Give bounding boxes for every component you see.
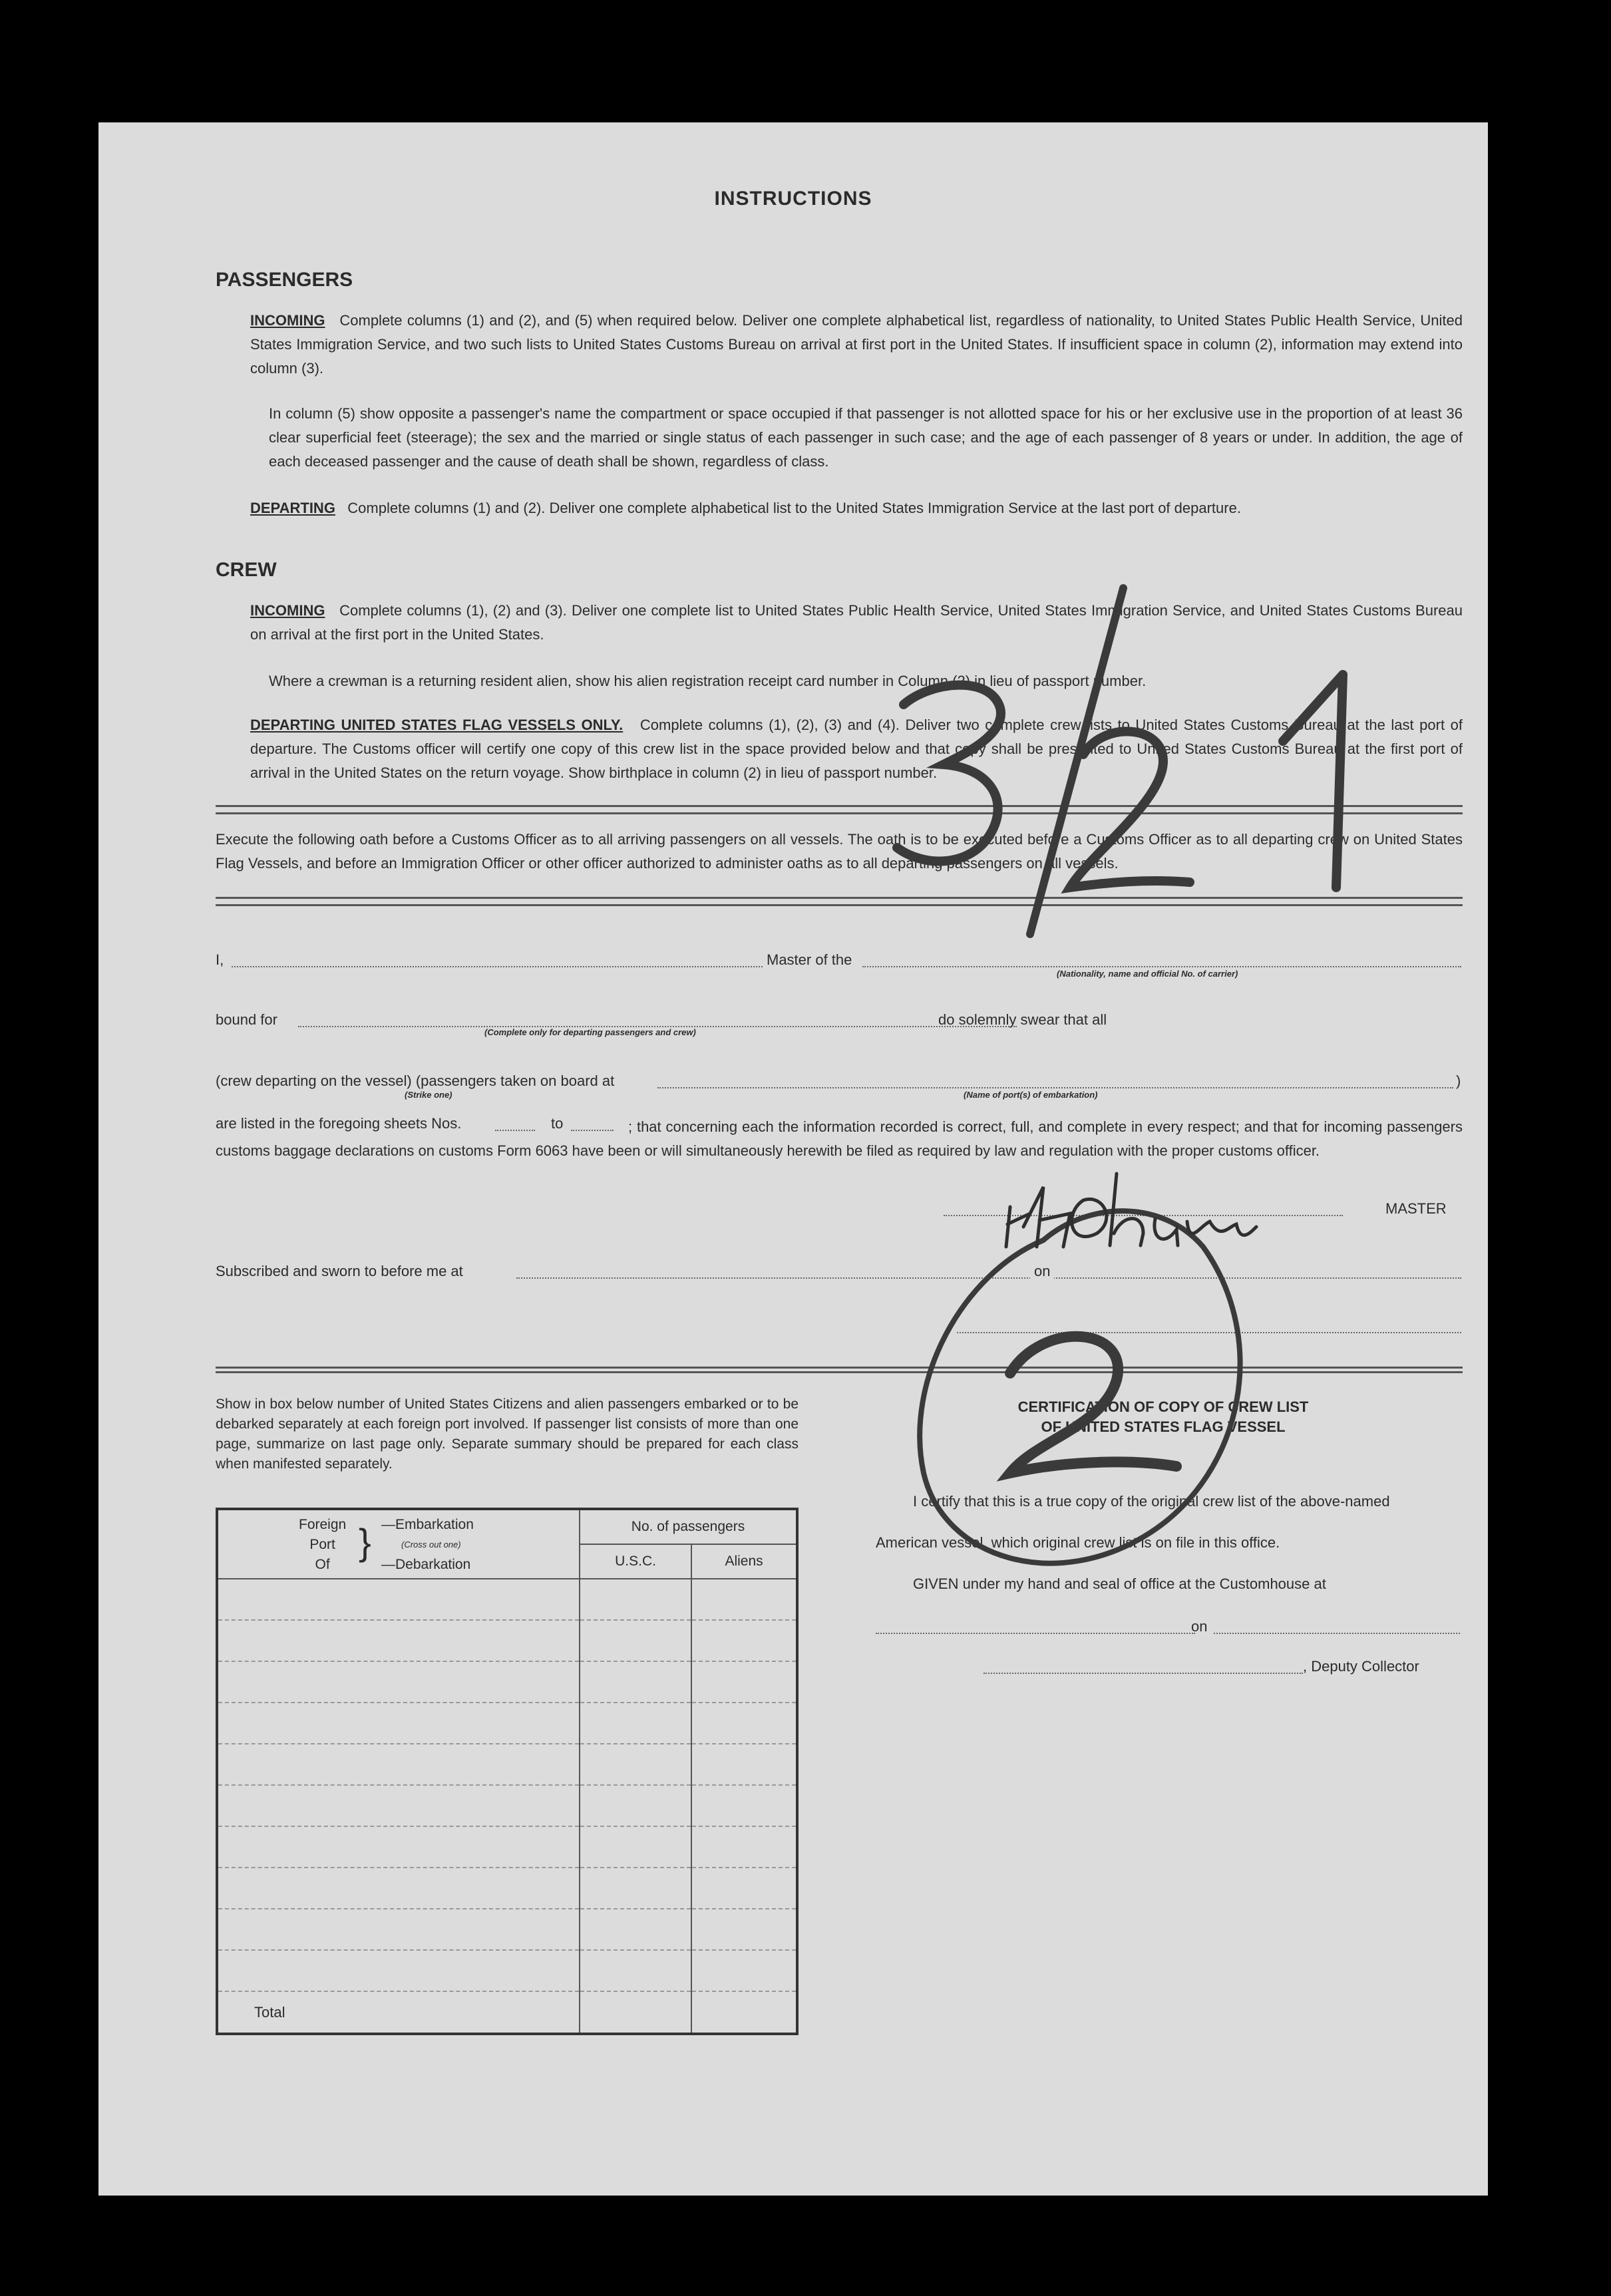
passengers-departing-label: DEPARTING (250, 500, 335, 516)
master-signature (984, 1160, 1343, 1253)
aliens-cell[interactable] (691, 1785, 797, 1826)
port-cell[interactable] (217, 1744, 580, 1785)
usc-cell[interactable] (580, 1661, 691, 1703)
port-cell[interactable] (217, 1620, 580, 1661)
no-of-passengers-header: No. of passengers (580, 1509, 797, 1544)
handwritten-date-mark (791, 575, 1509, 947)
port-header: Foreign Port Of } —Embarkation (Cross out one) —Debarkation (217, 1509, 580, 1579)
port-cell[interactable] (217, 1579, 580, 1620)
passengers-column5-text: In column (5) show opposite a passenger's name the compartment or space occupied if that passenger is not allotted space for his or her exclusive use in the proportion of at least 36 clear superficial feet (steerage); the sex and the married or single status of each passenger in such case; and the age of each passenger of 8 years or under. In addition, the age of each deceased passenger and the cause of death shall be shown, regardless of class. (269, 405, 1463, 470)
subscribed-label: Subscribed and sworn to before me at (216, 1263, 463, 1279)
crew-departing-text: Complete columns (1), (2), (3) and (4). Deliver two complete crew lists to United States Customs Bureau at the last port of departure. The Customs officer will certify one copy of this crew list in the space provided below and that copy shall be presented to United States Customs Bureau at the first port of arrival in the United States on the return voyage. Show birthplace in column (2) in lieu of passport number. (250, 717, 1463, 781)
usc-cell[interactable] (580, 1579, 691, 1620)
foreign-label: Foreign (299, 1517, 347, 1532)
certification-heading-1: CERTIFICATION OF COPY OF CREW LIST (1017, 1398, 1309, 1415)
port-cell[interactable] (217, 1703, 580, 1744)
aliens-cell[interactable] (691, 1744, 797, 1785)
port-label: Port (309, 1537, 335, 1552)
aliens-cell[interactable] (691, 1579, 797, 1620)
swear-label: do solemnly swear that all (938, 1011, 1107, 1028)
usc-cell[interactable] (580, 1950, 691, 1991)
aliens-cell[interactable] (691, 1661, 797, 1703)
cert-on-label: on (1191, 1618, 1208, 1635)
crew-heading: CREW (216, 559, 277, 581)
bound-for-label: bound for (216, 1011, 277, 1028)
usc-cell[interactable] (580, 1868, 691, 1909)
cert-date-field[interactable] (1214, 1633, 1460, 1634)
port-cell[interactable] (217, 1785, 580, 1826)
passenger-summary-table (216, 1508, 799, 2035)
usc-cell[interactable] (580, 1909, 691, 1950)
usc-cell[interactable] (580, 1744, 691, 1785)
usc-header: U.S.C. (580, 1544, 691, 1579)
ports-note: (Name of port(s) of embarkation) (964, 1090, 1098, 1100)
passengers-incoming-text: Complete columns (1) and (2), and (5) when required below. Deliver one complete alphabetical list, regardless of nationality, to United States Public Health Service, United States Immigration Service, and two such lists to United States Customs Bureau on arrival at first port in the United States. If insufficient space in column (2), information may extend into column (3). (250, 312, 1463, 377)
passengers-incoming-block (250, 309, 1463, 381)
certification-heading-2: OF UNITED STATES FLAG VESSEL (1041, 1418, 1286, 1435)
nationality-note: (Nationality, name and official No. of carrier) (1057, 969, 1238, 979)
complete-only-note: (Complete only for departing passengers and crew) (484, 1027, 696, 1037)
master-name-field[interactable] (232, 966, 850, 967)
passengers-heading: PASSENGERS (216, 269, 353, 291)
port-cell[interactable] (217, 1868, 580, 1909)
aliens-cell[interactable] (691, 1868, 797, 1909)
crew-incoming-text: Complete columns (1), (2) and (3). Deliver one complete list to United States Public Health Service, United States Immigration Service, and United States Customs Bureau on arrival at the first port in the United States. (250, 602, 1463, 643)
usc-cell[interactable] (580, 1785, 691, 1826)
strike-one-note: (Strike one) (405, 1090, 452, 1100)
port-cell[interactable] (217, 1661, 580, 1703)
usc-cell[interactable] (580, 1703, 691, 1744)
usc-cell[interactable] (580, 1620, 691, 1661)
aliens-header: Aliens (691, 1544, 797, 1579)
aliens-cell[interactable] (691, 1826, 797, 1868)
listed-label: are listed in the foregoing sheets Nos. (216, 1115, 462, 1132)
usc-total-cell[interactable] (580, 1991, 691, 2034)
deputy-collector-label: , Deputy Collector (1303, 1658, 1419, 1675)
aliens-cell[interactable] (691, 1950, 797, 1991)
certify-text-2: American vessel, which original crew list is on file in this office. (876, 1534, 1280, 1551)
crew-resident-text: Where a crewman is a returning resident alien, show his alien registration receipt card number in Column (2) in lieu of passport number. (269, 673, 1147, 689)
aliens-total-cell[interactable] (691, 1991, 797, 2034)
deputy-signature-field[interactable] (984, 1673, 1303, 1674)
passengers-departing-block (250, 496, 1463, 520)
master-label: MASTER (1385, 1200, 1447, 1217)
port-field[interactable] (657, 1087, 1453, 1088)
of-label: Of (315, 1557, 330, 1572)
to-label: to (551, 1115, 564, 1132)
usc-cell[interactable] (580, 1826, 691, 1868)
given-text: GIVEN under my hand and seal of office at the Customhouse at (913, 1575, 1326, 1592)
aliens-cell[interactable] (691, 1620, 797, 1661)
master-of-label: Master of the (764, 951, 854, 969)
form-page (98, 122, 1488, 2196)
aliens-cell[interactable] (691, 1703, 797, 1744)
vessel-field[interactable] (862, 966, 1461, 967)
crew-departing-label: DEPARTING UNITED STATES FLAG VESSELS ONLY. (250, 717, 624, 733)
customhouse-field[interactable] (876, 1633, 1195, 1634)
cross-out-note: (Cross out one) (401, 1540, 461, 1550)
oath-instruction: Execute the following oath before a Customs Officer as to all arriving passengers on all vessels. The oath is to be executed before a Customs Officer as to all departing crew on United States Flag Vessels, and before an Immigration Officer or other officer authorized to administer oaths as to all departing passengers on all vessels. (216, 831, 1463, 872)
passengers-incoming-label: INCOMING (250, 312, 325, 329)
total-label: Total (217, 1991, 580, 2034)
oath-i-label: I, (216, 951, 224, 968)
on-label: on (1030, 1263, 1054, 1280)
debarkation-label: —Debarkation (381, 1557, 471, 1572)
crew-departing-label: (crew departing on the vessel) (passengers taken on board at (216, 1072, 615, 1089)
aliens-cell[interactable] (691, 1909, 797, 1950)
embarkation-label: —Embarkation (381, 1517, 474, 1532)
close-paren: ) (1456, 1072, 1461, 1089)
page-title: INSTRUCTIONS (714, 188, 872, 210)
passengers-departing-text: Complete columns (1) and (2). Deliver one complete alphabetical list to the United States Immigration Service at the last port of departure. (347, 500, 1241, 516)
listed-text: ; that concerning each the information recorded is correct, full, and complete in every respect; and that for incoming passengers customs baggage declarations on customs Form 6063 have been or will simultaneously herewith be filed as required by law and regulation with the proper customs officer. (216, 1118, 1463, 1159)
port-cell[interactable] (217, 1826, 580, 1868)
summary-instruction: Show in box below number of United States Citizens and alien passengers embarked or to be debarked separately at each foreign port involved. If passenger list consists of more than one page, summarize on last page only. Separate summary should be prepared for each class when manifested separately. (216, 1396, 799, 1472)
port-cell[interactable] (217, 1950, 580, 1991)
crew-incoming-label: INCOMING (250, 602, 325, 619)
certify-text: I certify that this is a true copy of the original crew list of the above-named (913, 1493, 1390, 1510)
port-cell[interactable] (217, 1909, 580, 1950)
